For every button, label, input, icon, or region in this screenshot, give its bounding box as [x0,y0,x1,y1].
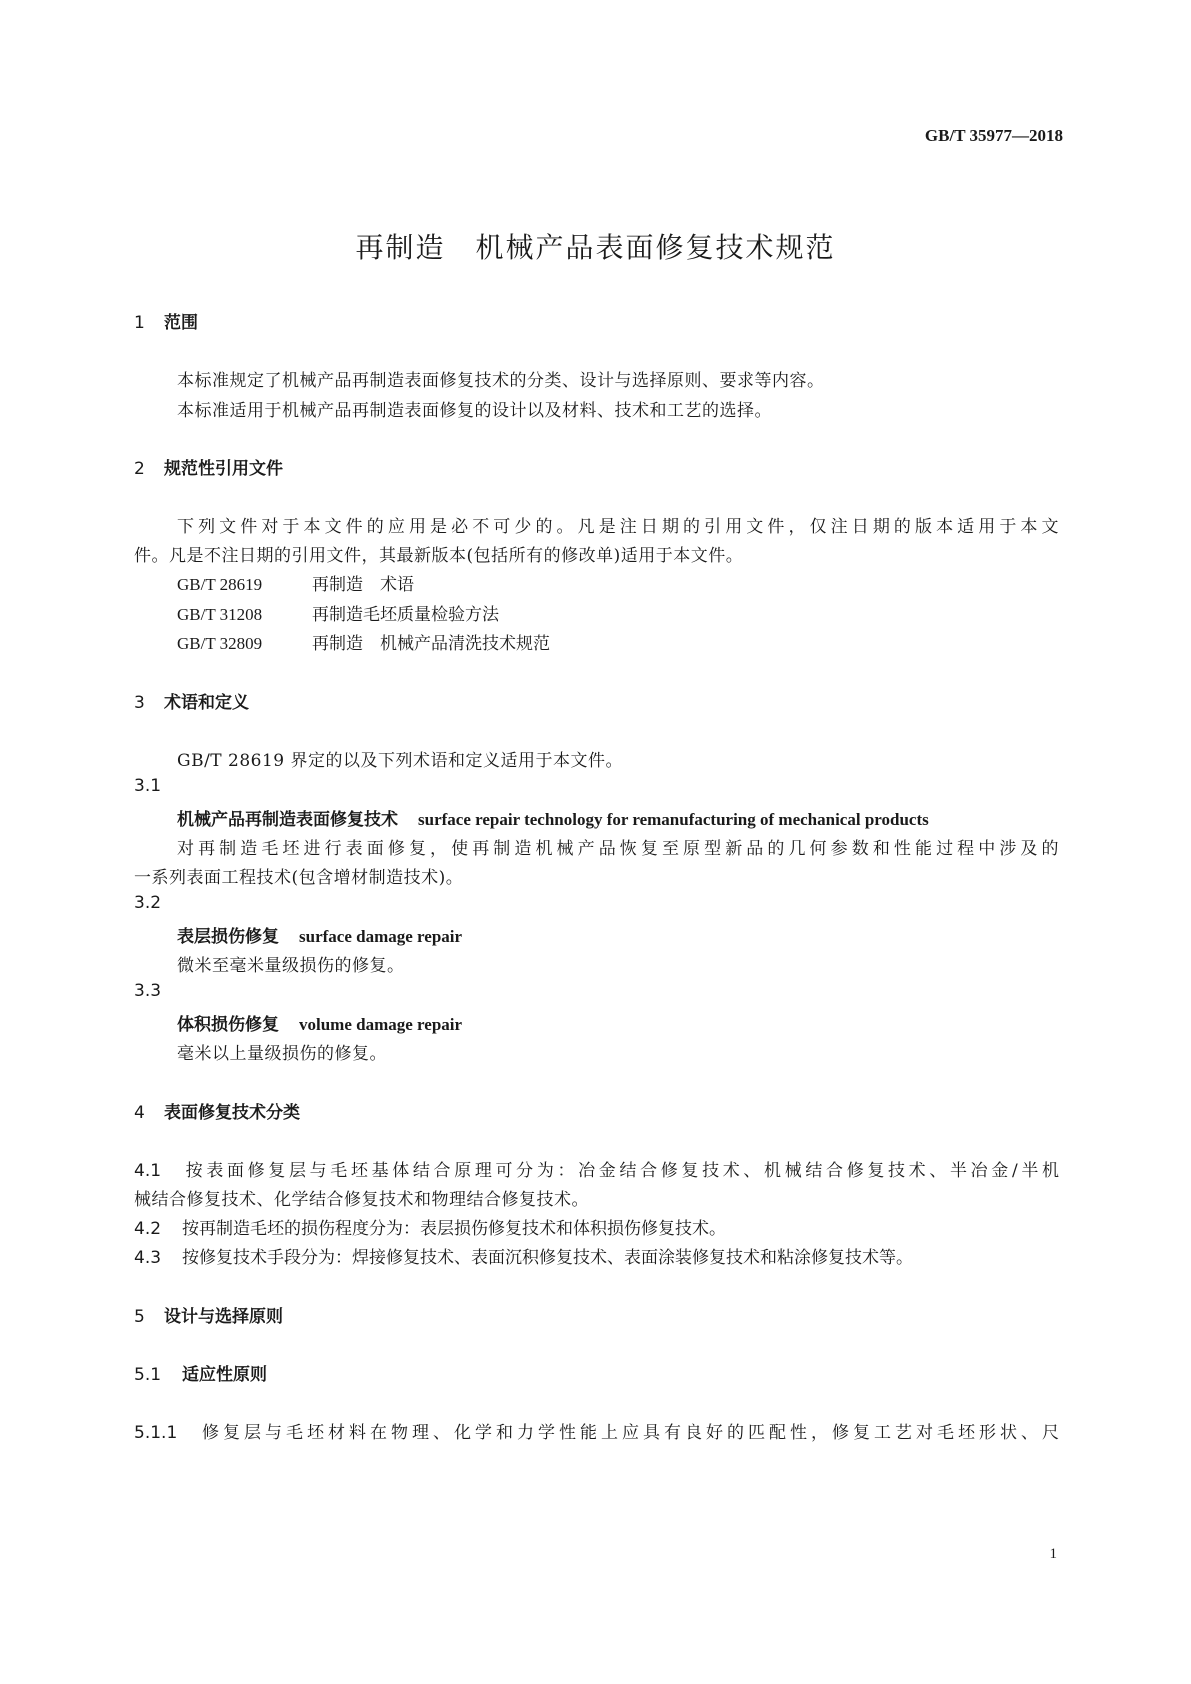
clause-4-1 [134,1156,1059,1181]
clause-text-continued: 械结合修复技术、化学结合修复技术和物理结合修复技术。 [134,1190,589,1210]
term-number: 3.1 [134,776,162,796]
paragraph: 本标准规定了机械产品再制造表面修复技术的分类、设计与选择原则、要求等内容。 [177,371,825,391]
section-number: 2 [134,459,145,479]
term-title [177,1010,462,1035]
paragraph: 件。凡是不注日期的引用文件，其最新版本(包括所有的修改单)适用于本文件。 [134,546,744,566]
term-chinese: 机械产品再制造表面修复技术 [177,810,398,830]
term-english: surface damage repair [299,927,463,946]
section-heading-5 [134,1302,283,1327]
reference-code: GB/T 32809 [177,634,263,653]
section-heading-1 [134,308,198,333]
clause-text: 按表面修复层与毛坯基体结合原理可分为：冶金结合修复技术、机械结合修复技术、半冶金/半机 [182,1161,1059,1181]
section-number: 4 [134,1103,145,1123]
section-title: 范围 [164,313,198,333]
section-number: 1 [134,313,145,333]
paragraph: 本标准适用于机械产品再制造表面修复的设计以及材料、技术和工艺的选择。 [177,401,772,421]
term-definition: 毫米以上量级损伤的修复。 [177,1044,387,1064]
reference-title: 再制造毛坯质量检验方法 [312,605,499,625]
clause-4-2 [134,1214,726,1239]
term-number: 3.2 [134,893,162,913]
page-number: 1 [1049,1546,1057,1562]
reference-title: 再制造 术语 [312,575,414,595]
section-number: 5.1 [134,1365,162,1385]
section-heading-3 [134,688,249,713]
term-definition: 一系列表面工程技术(包含增材制造技术)。 [134,868,464,888]
clause-number: 4.2 [134,1219,162,1239]
term-title [177,922,462,947]
clause-5-1-1 [134,1418,1059,1443]
reference-item [177,570,414,595]
term-english: volume damage repair [299,1015,463,1034]
term-chinese: 表层损伤修复 [177,927,279,947]
section-title: 术语和定义 [164,693,249,713]
paragraph: GB/T 28619 界定的以及下列术语和定义适用于本文件。 [177,751,624,771]
section-number: 5 [134,1307,145,1327]
term-english: surface repair technology for remanufacturing of mechanical products [418,810,929,829]
section-title: 适应性原则 [182,1365,267,1385]
reference-code: GB/T 28619 [177,575,263,594]
reference-code: GB/T 31208 [177,605,263,624]
clause-text: 按修复技术手段分为：焊接修复技术、表面沉积修复技术、表面涂装修复技术和粘涂修复技术等。 [182,1248,913,1268]
section-title: 规范性引用文件 [164,459,283,479]
section-heading-5-1 [134,1360,267,1385]
clause-number: 4.3 [134,1248,162,1268]
section-title: 设计与选择原则 [164,1307,283,1327]
clause-text: 修复层与毛坯材料在物理、化学和力学性能上应具有良好的匹配性，修复工艺对毛坯形状、尺 [198,1423,1059,1443]
section-heading-2 [134,454,283,479]
term-chinese: 体积损伤修复 [177,1015,279,1035]
reference-title: 再制造 机械产品清洗技术规范 [312,634,550,654]
clause-4-3 [134,1243,913,1268]
paragraph: 下列文件对于本文件的应用是必不可少的。凡是注日期的引用文件，仅注日期的版本适用于本文 [177,517,1059,537]
term-definition: 对再制造毛坯进行表面修复，使再制造机械产品恢复至原型新品的几何参数和性能过程中涉及的 [177,839,1059,859]
section-title: 表面修复技术分类 [164,1103,300,1123]
clause-number: 5.1.1 [134,1423,178,1443]
term-number: 3.3 [134,981,162,1001]
clause-text: 按再制造毛坯的损伤程度分为：表层损伤修复技术和体积损伤修复技术。 [182,1219,726,1239]
section-heading-4 [134,1098,300,1123]
term-title [177,805,929,830]
standard-code: GB/T 35977—2018 [924,126,1063,145]
reference-item [177,600,499,625]
term-definition: 微米至毫米量级损伤的修复。 [177,956,405,976]
document-title: 再制造 机械产品表面修复技术规范 [355,231,836,264]
reference-item [177,629,550,654]
clause-number: 4.1 [134,1161,162,1181]
section-number: 3 [134,693,145,713]
